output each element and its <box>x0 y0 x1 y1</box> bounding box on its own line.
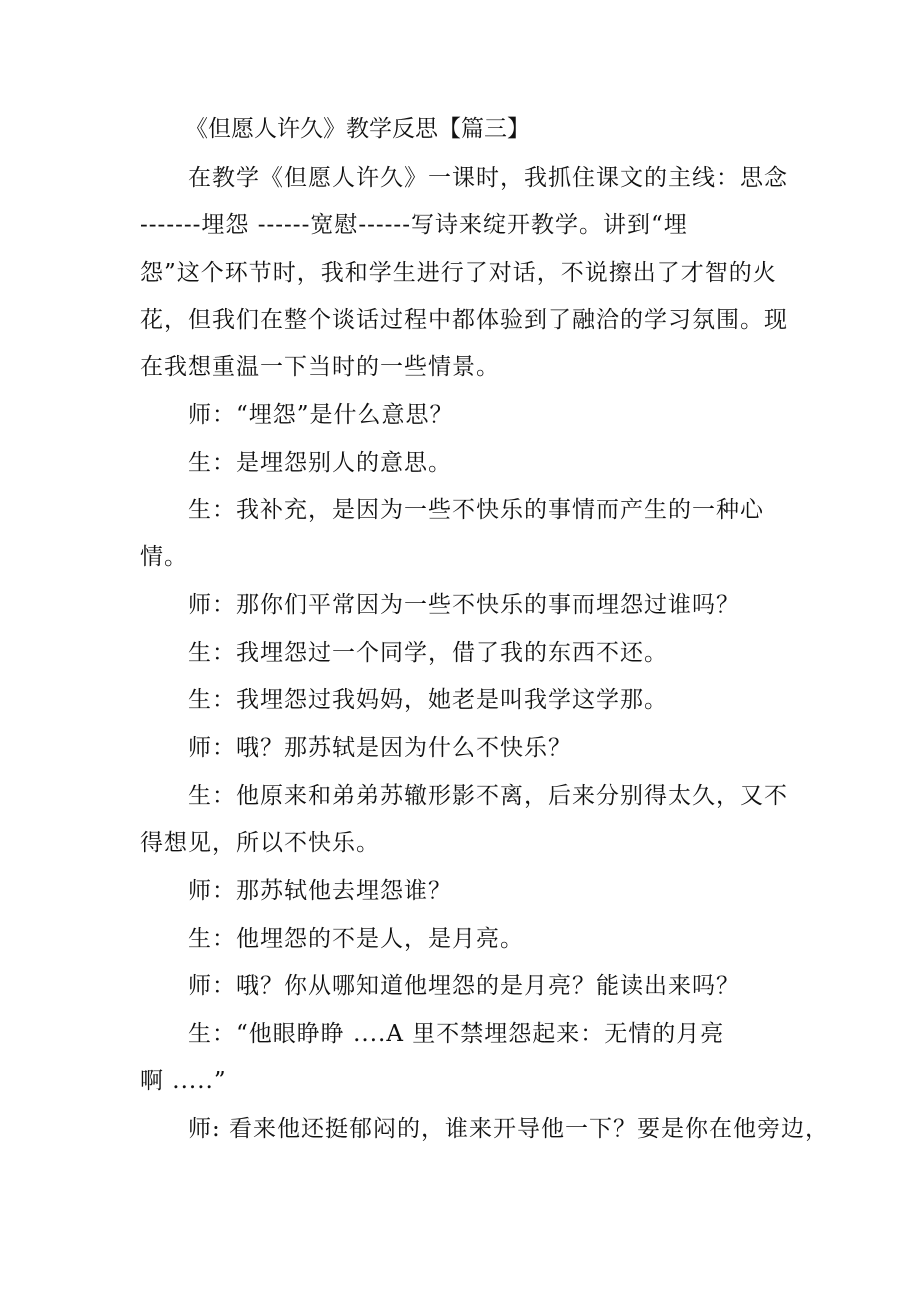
dialogue-line: 生：我埋怨过我妈妈，她老是叫我学这学那。 <box>188 687 668 713</box>
dialogue-line: 师：哦？你从哪知道他埋怨的是月亮？能读出来吗？ <box>188 973 740 999</box>
text-line: 怨”这个环节时，我和学生进行了对话，不说擦出了才智的火 <box>140 260 777 286</box>
dialogue-line: 师：那苏轼他去埋怨谁？ <box>188 878 452 904</box>
text-line: 花，但我们在整个谈话过程中都体验到了融洽的学习氛围。现 <box>140 307 788 333</box>
dialogue-line: 师：哦？那苏轼是因为什么不快乐？ <box>188 735 572 761</box>
dialogue-line: 生：他原来和弟弟苏辙形影不离，后来分别得太久，又不 <box>188 783 788 809</box>
text-line: -------埋怨 ------宽慰------写诗来绽开教学。讲到“埋 <box>140 212 688 238</box>
dialogue-line: 生：我补充，是因为一些不快乐的事情而产生的一种心 <box>188 497 764 523</box>
dialogue-line: 生：“他眼睁睁 ....A 里不禁埋怨起来：无情的月亮 <box>188 1021 725 1047</box>
document-title: 《但愿人许久》教学反思【篇三】 <box>185 116 530 142</box>
dialogue-line: 师：“埋怨”是什么意思？ <box>188 402 454 428</box>
text-line: 在教学《但愿人许久》一课时，我抓住课文的主线：思念 <box>188 165 788 191</box>
dialogue-line: 师: 看来他还挺郁闷的，谁来开导他一下？要是你在他旁边， <box>188 1116 830 1142</box>
dialogue-line: 得想见，所以不快乐。 <box>140 830 380 856</box>
dialogue-line: 啊 .....” <box>140 1068 227 1094</box>
dialogue-line: 生：是埋怨别人的意思。 <box>188 450 452 476</box>
dialogue-line: 情。 <box>140 544 188 570</box>
dialogue-line: 师：那你们平常因为一些不快乐的事而埋怨过谁吗？ <box>188 592 740 618</box>
dialogue-line: 生：我埋怨过一个同学，借了我的东西不还。 <box>188 640 668 666</box>
text-line: 在我想重温一下当时的一些情景。 <box>140 354 500 380</box>
dialogue-line: 生：他埋怨的不是人，是月亮。 <box>188 926 524 952</box>
